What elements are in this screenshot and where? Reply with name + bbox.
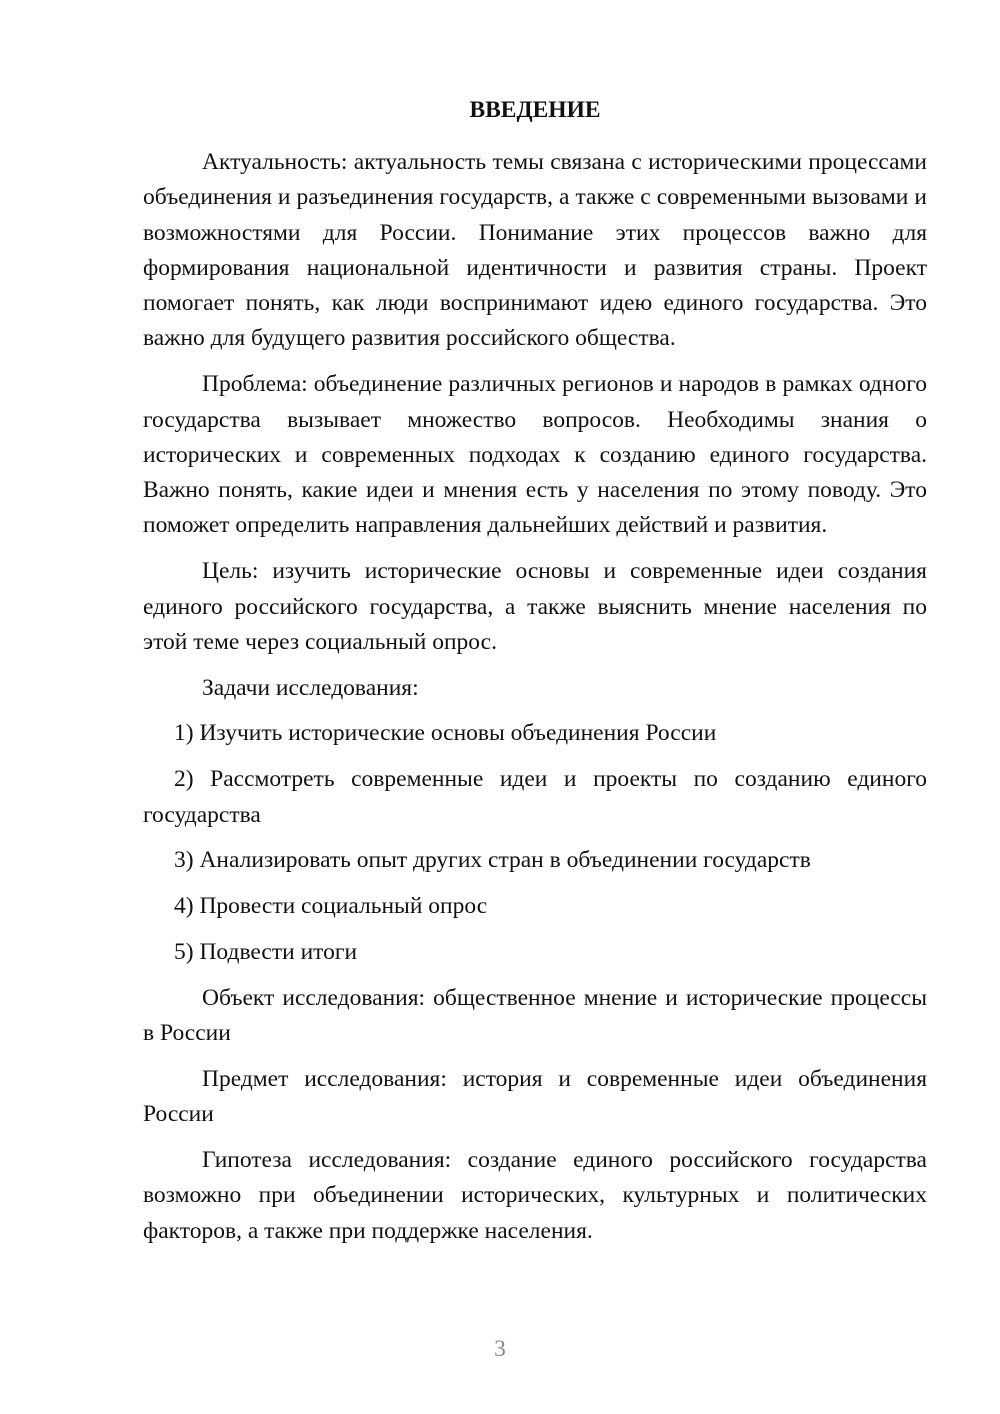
task-item-1: 1) Изучить исторические основы объединения России bbox=[174, 720, 717, 747]
tasks-title: Задачи исследования: bbox=[202, 674, 419, 701]
document-body bbox=[143, 94, 927, 1259]
task-item-3: 3) Анализировать опыт других стран в объединении государств bbox=[174, 847, 811, 874]
problem-paragraph: Проблема: объединение различных регионов и народов в рамках одного государства вызывает множество вопросов. Необходимы знания о исторических и современных подходах к созданию единого государства. Важно понять, какие идеи и мнения есть у населения по этому поводу. Это поможет определить направления дальнейших действий и развития. bbox=[143, 371, 927, 539]
object-paragraph: Объект исследования: общественное мнение и исторические процессы в России bbox=[143, 984, 927, 1047]
page-number: 3 bbox=[494, 1336, 506, 1362]
section-heading: ВВЕДЕНИЕ bbox=[469, 97, 601, 123]
hypothesis-paragraph: Гипотеза исследования: создание единого российского государства возможно при объединении исторических, культурных и политических факторов, а также при поддержке населения. bbox=[143, 1146, 927, 1244]
task-item-4: 4) Провести социальный опрос bbox=[174, 893, 488, 920]
goal-paragraph: Цель: изучить исторические основы и современные идеи создания единого российского государства, а также выяснить мнение населения по этой теме через социальный опрос. bbox=[143, 558, 927, 655]
task-item-2: 2) Рассмотреть современные идеи и проекты по созданию единого государства bbox=[143, 766, 927, 828]
relevance-paragraph: Актуальность: актуальность темы связана с историческими процессами объединения и разъединения государств, а также с современными вызовами и возможностями для России. Понимание этих процессов важно для формирования национальной идентичности и развития страны. Проект помогает понять, как люди воспринимают идею единого государства. Это важно для будущего развития российского общества. bbox=[143, 149, 927, 352]
task-item-5: 5) Подвести итоги bbox=[174, 938, 358, 965]
subject-paragraph: Предмет исследования: история и современные идеи объединения России bbox=[143, 1065, 927, 1128]
